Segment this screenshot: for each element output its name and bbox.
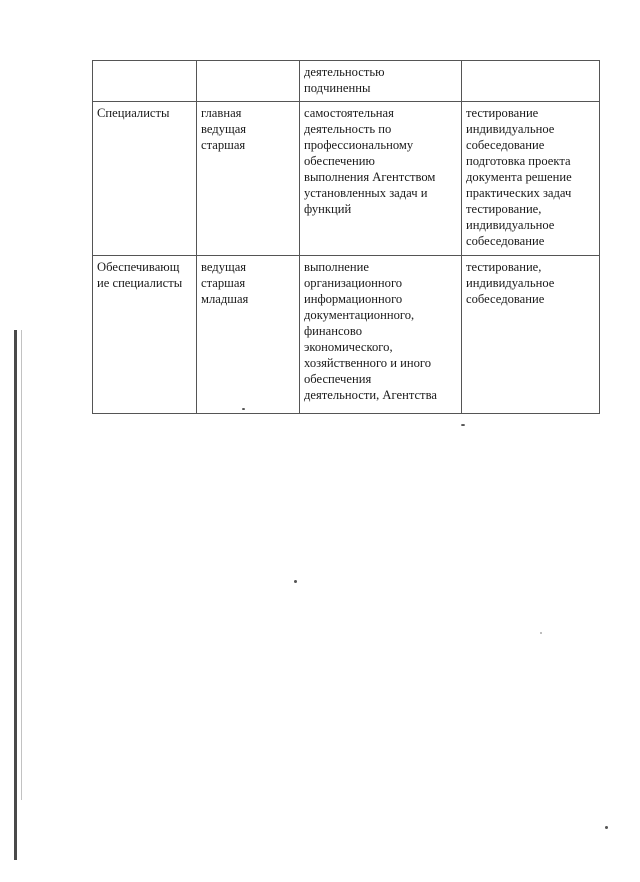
grades-cell: главная ведущая старшая bbox=[197, 102, 300, 256]
scan-speck bbox=[294, 580, 297, 583]
scan-speck bbox=[605, 826, 608, 829]
grades-cell bbox=[197, 61, 300, 102]
selection-method-cell bbox=[462, 61, 600, 102]
selection-method-cell: тестирование, индивидуальное собеседование bbox=[462, 256, 600, 414]
selection-method-cell: тестирование индивидуальное собеседование подготовка проекта документа решение практических задач тестирование, индивидуальное собеседование bbox=[462, 102, 600, 256]
description-cell: самостоятельная деятельность по профессиональному обеспечению выполнения Агентством установленных задач и функций bbox=[300, 102, 462, 256]
table-row bbox=[93, 61, 600, 102]
category-cell: Специалисты bbox=[93, 102, 197, 256]
scan-speck bbox=[242, 408, 245, 410]
scan-page-edge bbox=[14, 330, 17, 860]
category-cell: Обеспечивающ ие специалисты bbox=[93, 256, 197, 414]
description-cell: выполнение организационного информационного документационного, финансово экономического, хозяйственного и иного обеспечения деятельности, Агентства bbox=[300, 256, 462, 414]
table-row bbox=[93, 102, 600, 256]
scan-speck bbox=[540, 632, 542, 634]
table-row bbox=[93, 256, 600, 414]
scan-page-edge-shadow bbox=[21, 330, 22, 800]
positions-table bbox=[92, 60, 600, 414]
scan-speck bbox=[461, 424, 465, 426]
grades-cell: ведущая старшая младшая bbox=[197, 256, 300, 414]
category-cell bbox=[93, 61, 197, 102]
description-cell: деятельностью подчиненны bbox=[300, 61, 462, 102]
